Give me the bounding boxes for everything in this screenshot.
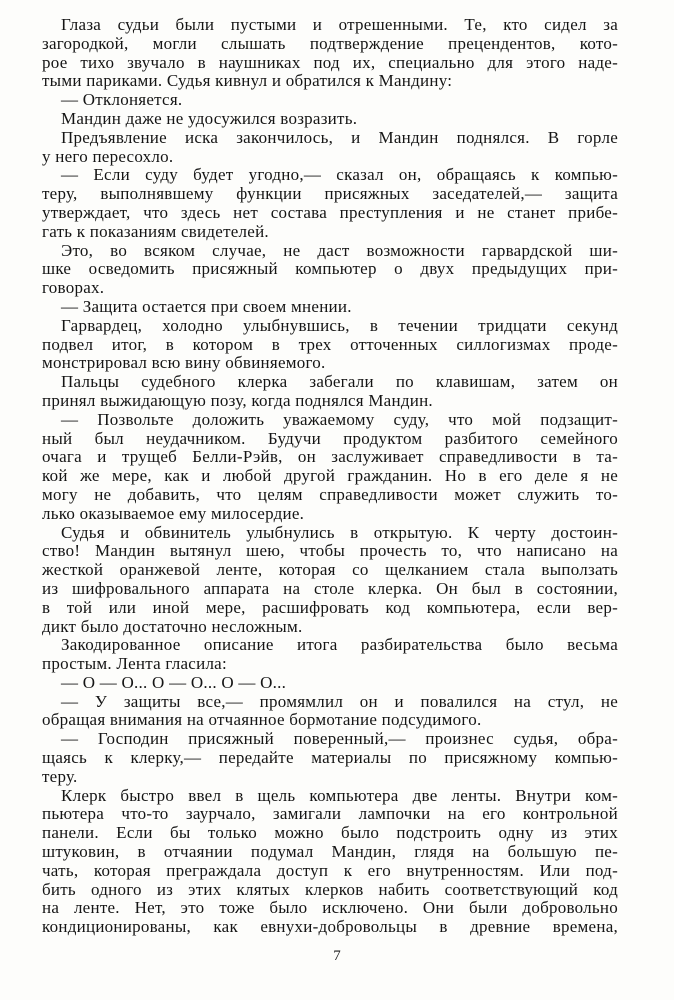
text-line: Мандин даже не удосужился возразить.: [61, 108, 358, 128]
text-line: принял выжидающую позу, когда поднялся Мандин.: [42, 390, 433, 410]
text-line: ство! Мандин вытянул шею, чтобы прочесть то, что написано на: [42, 541, 618, 561]
paragraph: [42, 693, 618, 731]
text-line: шке осведомить присяжный компьютер о двух предыдущих при-: [42, 259, 618, 279]
text-line: щаясь к клерку,— передайте материалы по присяжному компью-: [42, 748, 618, 768]
text-line: — О — О... О — О... О — О...: [61, 672, 287, 692]
text-line: — Защита остается при своем мнении.: [61, 296, 352, 316]
text-line: — Господин присяжный поверенный,— произнес судья, обра-: [61, 729, 618, 749]
text-line: жесткой оранжевой ленте, которая со щелканием стала выползать: [42, 560, 618, 580]
text-line: простым. Лента гласила:: [42, 654, 227, 674]
paragraph: [42, 317, 618, 373]
text-line: штуковин, в отчаянии подумал Мандин, глядя на большую пе-: [42, 842, 618, 862]
paragraph: [42, 91, 618, 110]
text-line: панели. Если бы только можно было подстроить одну из этих: [42, 823, 618, 843]
text-line: кондиционированы, как евнухи-добровольцы в древние времена,: [42, 917, 618, 937]
paragraph: [42, 129, 618, 167]
text-line: Клерк быстро ввел в щель компьютера две ленты. Внутри ком-: [61, 785, 618, 805]
text-line: говорах.: [42, 278, 105, 298]
text-line: Предъявление иска закончилось, и Мандин поднялся. В горле: [61, 127, 618, 147]
text-block: [42, 16, 618, 937]
paragraph: [42, 242, 618, 298]
text-line: теру.: [42, 766, 78, 786]
text-line: обращая внимания на отчаянное бормотание подсудимого.: [42, 710, 482, 730]
text-line: — Если суду будет угодно,— сказал он, обращаясь к компью-: [61, 165, 618, 185]
text-line: Глаза судьи были пустыми и отрешенными. Те, кто сидел за: [61, 15, 618, 34]
text-line: гать к показаниям свидетелей.: [42, 221, 269, 241]
text-line: могу не добавить, что целям справедливости может служить то-: [42, 484, 618, 504]
paragraph: [42, 636, 618, 674]
text-line: подвел итог, в котором в трех отточенных силлогизмах проде-: [42, 334, 618, 354]
text-line: тыми париками. Судья кивнул и обратился к Мандину:: [42, 71, 453, 91]
text-line: чать, которая преграждала доступ к его внутренностям. Или под-: [42, 860, 618, 880]
text-line: теру, выполнявшему функции присяжных заседателей,— защита: [42, 184, 618, 204]
text-line: из шифровального аппарата на столе клерка. Он был в состоянии,: [42, 578, 618, 598]
paragraph: [42, 16, 618, 91]
text-line: бить одного из этих клятых клерков набить соответствующий код: [42, 879, 618, 899]
text-line: Гарвардец, холодно улыбнувшись, в течении тридцати секунд: [61, 315, 618, 335]
text-line: загородкой, могли слышать подтверждение прецендентов, кото-: [42, 33, 618, 53]
text-line: пьютера что-то заурчало, замигали лампочки на его контрольной: [42, 804, 618, 824]
text-line: — Позвольте доложить уважаемому суду, что мой подзащит-: [61, 409, 618, 429]
text-line: — У защиты все,— промямлил он и повалился на стул, не: [61, 691, 618, 711]
paragraph: [42, 524, 618, 637]
text-line: Это, во всяком случае, не даст возможности гарвардской ши-: [61, 240, 618, 260]
text-line: в той или иной мере, расшифровать код компьютера, если вер-: [42, 597, 618, 617]
text-line: кой же мере, как и любой другой гражданин. Но в его деле я не: [42, 466, 618, 486]
text-line: рое тихо звучало в наушниках под их, специально для этого наде-: [42, 52, 618, 72]
paragraph: [42, 110, 618, 129]
text-line: монстрировал всю вину обвиняемого.: [42, 353, 326, 373]
text-line: у него пересохло.: [42, 146, 174, 166]
text-line: ный был неудачником. Будучи продуктом разбитого семейного: [42, 428, 618, 448]
text-line: Судья и обвинитель улыбнулись в открытую. К черту достоин-: [61, 522, 618, 542]
text-line: Пальцы судебного клерка забегали по клавишам, затем он: [61, 372, 618, 392]
paragraph: [42, 298, 618, 317]
text-line: Закодированное описание итога разбирательства было весьма: [61, 635, 618, 655]
text-line: утверждает, что здесь нет состава преступления и не станет прибе-: [42, 202, 618, 222]
text-line: очага и трущеб Белли-Рэйв, он заслуживает справедливости в та-: [42, 447, 618, 467]
page-number: 7: [333, 948, 341, 964]
paragraph: [42, 166, 618, 241]
paragraph: [42, 373, 618, 411]
text-line: на ленте. Нет, это тоже было исключено. Они были добровольно: [42, 898, 618, 918]
text-line: лько оказываемое ему милосердие.: [42, 503, 305, 523]
text-line: дикт было достаточно несложным.: [42, 616, 303, 636]
text-line: — Отклоняется.: [61, 90, 183, 110]
paragraph: [42, 730, 618, 786]
paragraph: [42, 411, 618, 524]
paragraph: [42, 674, 618, 693]
paragraph: [42, 787, 618, 937]
